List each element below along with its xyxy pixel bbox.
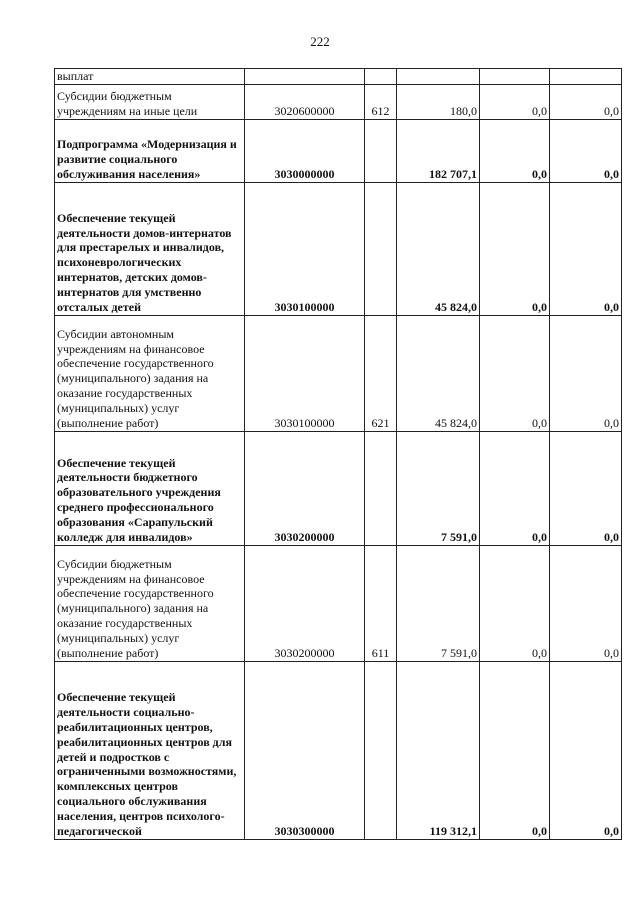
row-expense-type: 621 <box>365 316 397 432</box>
row-code: 3030200000 <box>245 546 365 662</box>
row-expense-type <box>365 120 397 183</box>
row-name: Субсидии автономным учреждениям на финансовое обеспечение государственного (муниципального) задания на оказание государственных (муниципальных) услуг (выполнение работ) <box>55 316 245 432</box>
row-name: Обеспечение текущей деятельности домов-интернатов для престарелых и инвалидов, психоневрологических интернатов, детских домов-интернатов для умственно отсталых детей <box>55 183 245 316</box>
row-amount-2: 0,0 <box>480 662 550 840</box>
row-name: выплат <box>55 69 245 85</box>
table-row <box>55 183 622 316</box>
row-amount-1: 45 824,0 <box>397 316 480 432</box>
row-amount-1: 7 591,0 <box>397 546 480 662</box>
page-number: 222 <box>310 34 330 49</box>
row-expense-type <box>365 432 397 546</box>
row-amount-2: 0,0 <box>480 183 550 316</box>
row-code: 3030200000 <box>245 432 365 546</box>
row-code: 3020600000 <box>245 85 365 120</box>
row-amount-2: 0,0 <box>480 120 550 183</box>
row-name: Субсидии бюджетным учреждениям на иные цели <box>55 85 245 120</box>
row-name: Обеспечение текущей деятельности бюджетного образовательного учреждения среднего профессионального образования «Сарапульский колледж для инвалидов» <box>55 432 245 546</box>
row-expense-type <box>365 662 397 840</box>
row-amount-2: 0,0 <box>480 546 550 662</box>
table-row <box>55 69 622 85</box>
row-amount-3: 0,0 <box>550 85 622 120</box>
row-name: Субсидии бюджетным учреждениям на финансовое обеспечение государственного (муниципального) задания на оказание государственных (муниципальных) услуг (выполнение работ) <box>55 546 245 662</box>
row-expense-type <box>365 69 397 85</box>
row-expense-type: 611 <box>365 546 397 662</box>
row-name: Обеспечение текущей деятельности социально-реабилитационных центров, реабилитационных центров для детей и подростков с ограниченными возможностями, комплексных центров социального обслуживания населения, центров психолого-педагогической <box>55 662 245 840</box>
row-amount-1: 182 707,1 <box>397 120 480 183</box>
row-expense-type <box>365 183 397 316</box>
row-name: Подпрограмма «Модернизация и развитие социального обслуживания населения» <box>55 120 245 183</box>
row-code: 3030100000 <box>245 316 365 432</box>
row-amount-3: 0,0 <box>550 183 622 316</box>
row-amount-2: 0,0 <box>480 432 550 546</box>
table-row <box>55 316 622 432</box>
row-amount-2: 0,0 <box>480 316 550 432</box>
budget-table <box>54 68 622 840</box>
table-row <box>55 546 622 662</box>
row-amount-1: 45 824,0 <box>397 183 480 316</box>
table-row <box>55 120 622 183</box>
row-code: 3030000000 <box>245 120 365 183</box>
row-amount-1: 7 591,0 <box>397 432 480 546</box>
table-row <box>55 432 622 546</box>
row-amount-3: 0,0 <box>550 662 622 840</box>
row-amount-3: 0,0 <box>550 432 622 546</box>
table-row <box>55 85 622 120</box>
row-amount-1: 180,0 <box>397 85 480 120</box>
row-amount-3 <box>550 69 622 85</box>
row-amount-1: 119 312,1 <box>397 662 480 840</box>
row-expense-type: 612 <box>365 85 397 120</box>
row-amount-2: 0,0 <box>480 85 550 120</box>
table-row <box>55 662 622 840</box>
row-amount-3: 0,0 <box>550 546 622 662</box>
row-code <box>245 69 365 85</box>
row-amount-1 <box>397 69 480 85</box>
row-amount-2 <box>480 69 550 85</box>
row-amount-3: 0,0 <box>550 120 622 183</box>
row-amount-3: 0,0 <box>550 316 622 432</box>
row-code: 3030100000 <box>245 183 365 316</box>
row-code: 3030300000 <box>245 662 365 840</box>
